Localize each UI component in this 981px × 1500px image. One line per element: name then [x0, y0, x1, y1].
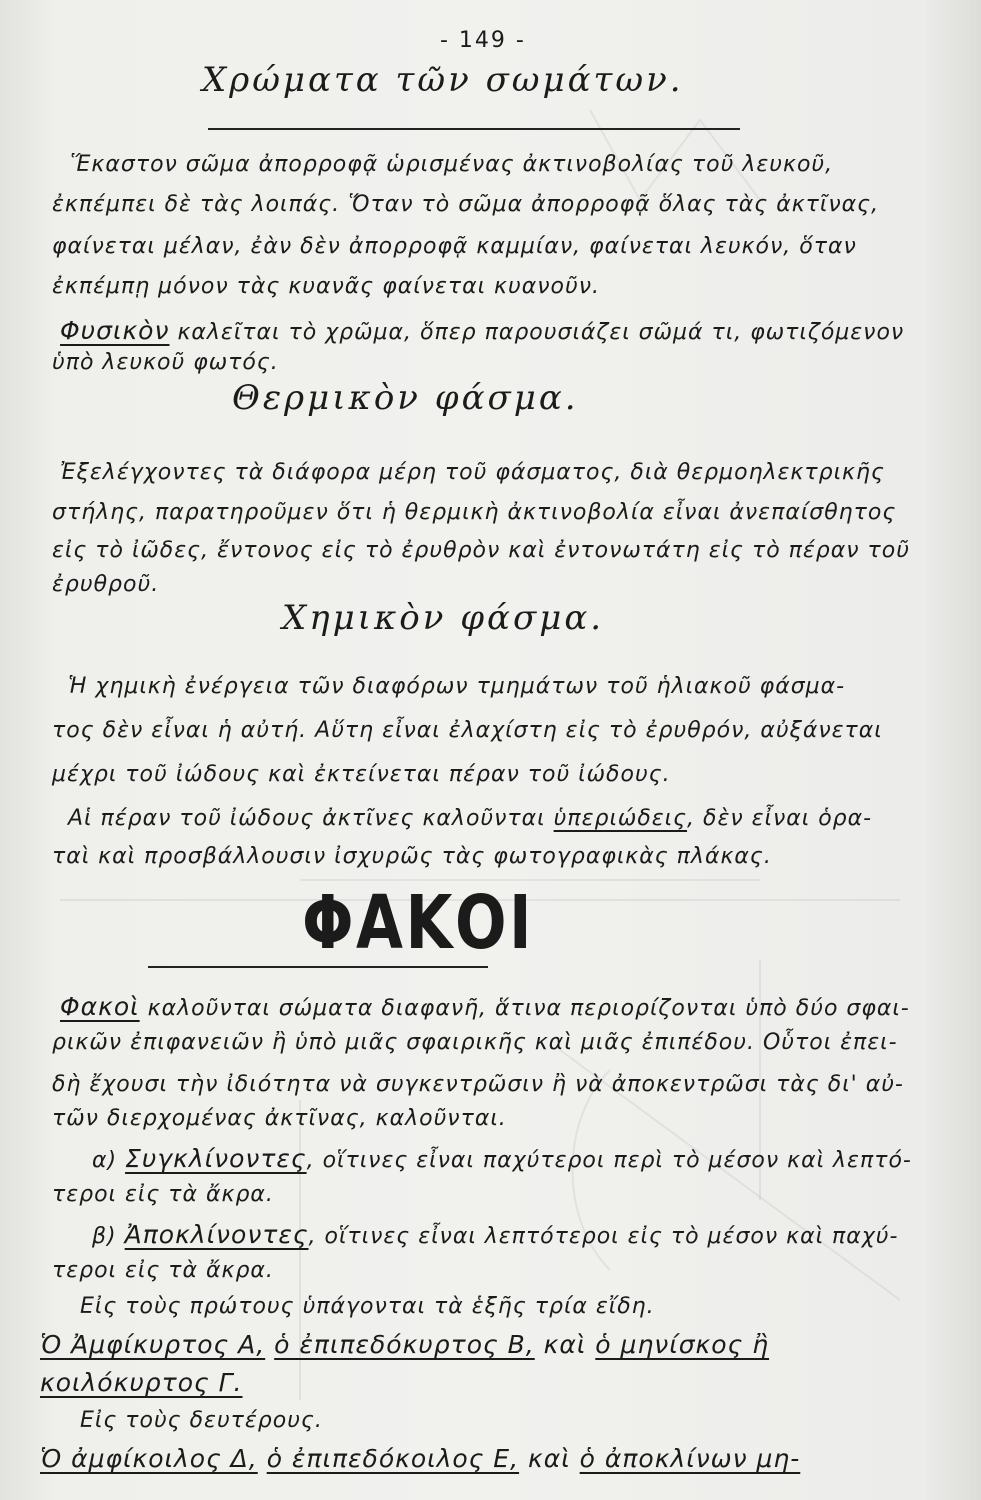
paragraph-line: εἰς τὸ ἰῶδες, ἔντονος εἰς τὸ ἐρυθρὸν καὶ ἐντονωτάτη εἰς τὸ πέραν τοῦ — [52, 538, 910, 563]
lens-types-converging-cont: κοιλόκυρτος Γ. — [40, 1368, 243, 1397]
paragraph-line: ἐρυθροῦ. — [52, 572, 160, 597]
paragraph-line: Ἐξελέγχοντες τὰ διάφορα μέρη τοῦ φάσματος, διὰ θερμοηλεκτρικῆς — [60, 460, 885, 485]
paragraph-line: Αἱ πέραν τοῦ ἰώδους ἀκτῖνες καλοῦνται ὑπεριώδεις, δὲν εἶναι ὁρα- — [68, 806, 873, 831]
term-diverging: Ἀποκλίνοντες — [124, 1220, 309, 1249]
paragraph-line: δὴ ἔχουσι τὴν ἰδιότητα νὰ συγκεντρῶσιν ἢ νὰ ἀποκεντρῶσι τὰς δι' αὐ- — [52, 1072, 904, 1097]
paragraph-line: τεροι εἰς τὰ ἄκρα. — [52, 1258, 274, 1283]
paragraph-line: Ἡ χημικὴ ἐνέργεια τῶν διαφόρων τμημάτων τοῦ ἡλιακοῦ φάσμα- — [68, 674, 846, 699]
paragraph-line: τεροι εἰς τὰ ἄκρα. — [52, 1182, 274, 1207]
heading-chemical-spectrum: Χημικὸν φάσμα. — [282, 598, 605, 638]
lens-types-converging: Ὁ Ἀμφίκυρτος Α, ὁ ἐπιπεδόκυρτος Β, καὶ ὁ μηνίσκος ἢ — [40, 1330, 770, 1359]
paragraph-line: Ἕκαστον σῶμα ἀπορροφᾷ ὡρισμένας ἀκτινοβολίας τοῦ λευκοῦ, — [70, 152, 834, 177]
list-item-converging: α) Συγκλίνοντες, οἵτινες εἶναι παχύτεροι περὶ τὸ μέσον καὶ λεπτό- — [92, 1144, 912, 1173]
paragraph-line: Φυσικὸν καλεῖται τὸ χρῶμα, ὅπερ παρουσιάζει σῶμά τι, φωτιζόμενον — [60, 316, 905, 345]
paragraph-line: ταὶ καὶ προσβάλλουσιν ἰσχυρῶς τὰς φωτογραφικὰς πλάκας. — [52, 844, 772, 869]
heading-colors-of-bodies: Χρώματα τῶν σωμάτων. — [202, 60, 684, 100]
heading-thermal-spectrum: Θερμικὸν φάσμα. — [232, 378, 579, 418]
paragraph-line: ρικῶν ἐπιφανειῶν ἢ ὑπὸ μιᾶς σφαιρικῆς καὶ μιᾶς ἐπιπέδου. Οὗτοι ἐπει- — [52, 1030, 898, 1055]
paragraph-line: ὑπὸ λευκοῦ φωτός. — [52, 350, 279, 375]
paragraph-line: φαίνεται μέλαν, ἐὰν δὲν ἀπορροφᾷ καμμίαν, φαίνεται λευκόν, ὅταν — [52, 234, 857, 259]
lens-types-diverging: Ὁ ἀμφίκοιλος Δ, ὁ ἐπιπεδόκοιλος Ε, καὶ ὁ ἀποκλίνων μη- — [40, 1444, 801, 1473]
paragraph-line: Εἰς τοὺς δευτέρους. — [80, 1408, 323, 1433]
paragraph-line: στήλης, παρατηροῦμεν ὅτι ἡ θερμικὴ ἀκτινοβολία εἶναι ἀνεπαίσθητος — [52, 500, 897, 525]
paragraph-line: ἐκπέμπει δὲ τὰς λοιπάς. Ὅταν τὸ σῶμα ἀπορροφᾷ ὅλας τὰς ἀκτῖνας, — [52, 192, 880, 217]
paragraph-line: μέχρι τοῦ ἰώδους καὶ ἐκτείνεται πέραν τοῦ ἰώδους. — [52, 762, 671, 787]
paragraph-line: τος δὲν εἶναι ἡ αὐτή. Αὕτη εἶναι ἐλαχίστη εἰς τὸ ἐρυθρόν, αὐξάνεται — [52, 718, 883, 743]
heading-rule — [208, 128, 740, 130]
term-lenses: Φακοὶ — [60, 992, 140, 1021]
paragraph-line: Φακοὶ καλοῦνται σώματα διαφανῆ, ἅτινα περιορίζονται ὑπὸ δύο σφαι- — [60, 992, 910, 1021]
list-item-diverging: β) Ἀποκλίνοντες, οἵτινες εἶναι λεπτότεροι εἰς τὸ μέσον καὶ παχύ- — [92, 1220, 899, 1249]
paragraph-line: Εἰς τοὺς πρώτους ὑπάγονται τὰ ἑξῆς τρία εἴδη. — [80, 1294, 655, 1319]
term-converging: Συγκλίνοντες — [125, 1144, 307, 1173]
paragraph-line: ἐκπέμπῃ μόνον τὰς κυανᾶς φαίνεται κυανοῦν. — [52, 274, 600, 299]
paragraph-line: τῶν διερχομένας ἀκτῖνας, καλοῦνται. — [52, 1106, 507, 1131]
title-rule — [148, 966, 488, 968]
term-ultraviolet: ὑπεριώδεις — [553, 806, 688, 831]
term-physikon: Φυσικὸν — [60, 316, 170, 345]
page-number: - 149 - — [440, 28, 526, 53]
chapter-title-lenses: ΦΑΚΟΙ — [302, 880, 535, 966]
